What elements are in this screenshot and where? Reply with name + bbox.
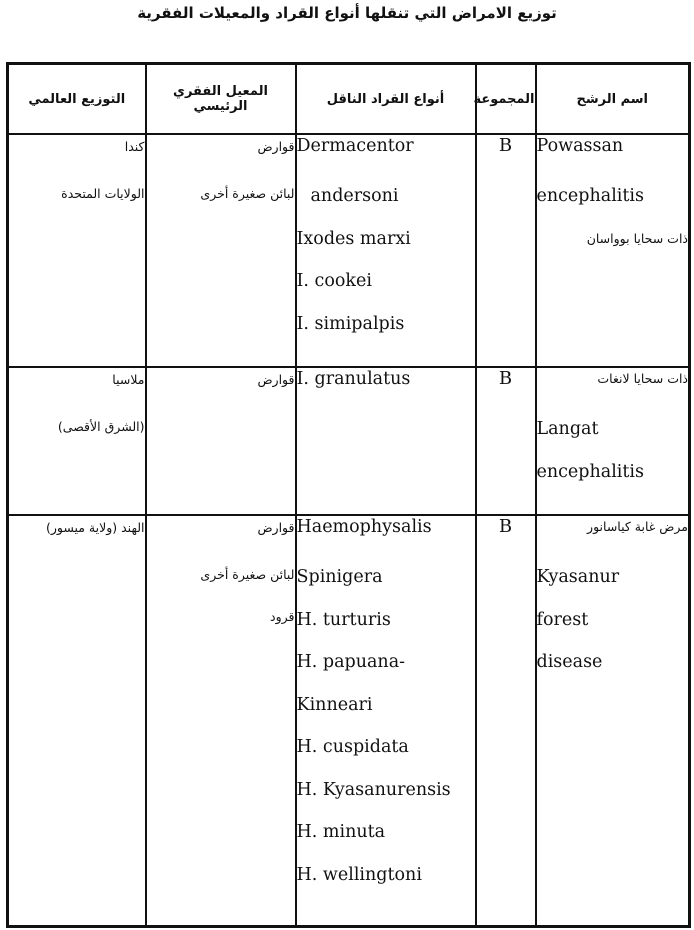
disease-name-arabic: ذات سحايا لانغات: [597, 371, 688, 386]
header-group: المجموعة: [476, 64, 536, 135]
tick-species-cell: [296, 134, 476, 367]
tick-species: H. papuana-: [296, 652, 406, 672]
header-tick-species: أنواع القراد الناقل: [296, 64, 476, 135]
tick-species-cell: [296, 367, 476, 515]
disease-name-latin: Langat: [536, 419, 599, 439]
distribution-item: كندا: [124, 139, 145, 154]
group-cell: B: [476, 134, 536, 367]
header-disease-name: اسم الرشح: [536, 64, 690, 135]
tick-species: Kinneari: [296, 694, 373, 715]
distribution-cell: [8, 134, 146, 367]
host-item: قرود: [270, 609, 295, 624]
host-item: قوارض: [257, 139, 295, 154]
disease-name-latin: disease: [536, 652, 603, 672]
host-item: قوارض: [257, 520, 295, 535]
vertebrate-host-cell: [146, 367, 296, 515]
tick-species: Ixodes marxi: [296, 228, 411, 249]
table-header-row: [8, 64, 690, 135]
vertebrate-host-cell: [146, 515, 296, 927]
distribution-item: الولايات المتحدة: [61, 186, 145, 201]
host-item: لبائن صغيرة أخرى: [200, 186, 295, 201]
tick-species: H. Kyasanurensis: [296, 779, 451, 800]
table-row: [8, 367, 690, 515]
disease-name-latin: forest: [536, 609, 589, 630]
disease-name-latin: Kyasanur: [536, 567, 620, 587]
disease-name-arabic: مرض غابة كياسانور: [587, 519, 688, 534]
distribution-cell: [8, 367, 146, 515]
vertebrate-host-cell: [146, 134, 296, 367]
tick-species: H. minuta: [296, 822, 386, 842]
tick-species: H. wellingtoni: [296, 864, 422, 885]
header-vertebrate-host: المعيل الفقري الرئيسي: [146, 64, 296, 135]
distribution-item: (الشرق الأقصى): [57, 419, 145, 434]
tick-species: Spinigera: [296, 567, 383, 587]
tick-diseases-table: [6, 62, 691, 928]
header-distribution: التوزيع العالمي: [8, 64, 146, 135]
distribution-cell: [8, 515, 146, 927]
tick-species: Dermacentor: [296, 136, 414, 156]
tick-species-cell: [296, 515, 476, 927]
table-row: [8, 515, 690, 927]
host-item: قوارض: [257, 372, 295, 387]
disease-name-cell: [536, 134, 690, 367]
tick-species: I. granulatus: [296, 369, 411, 389]
distribution-item: ملاسيا: [112, 372, 145, 387]
group-cell: B: [476, 515, 536, 927]
tick-species: H. cuspidata: [296, 737, 409, 757]
disease-name-latin: Powassan: [536, 136, 624, 156]
host-item: لبائن صغيرة أخرى: [200, 567, 295, 582]
distribution-item: الهند (ولاية ميسور): [45, 520, 145, 535]
disease-name-latin: encephalitis: [536, 186, 644, 206]
disease-name-cell: [536, 367, 690, 515]
tick-species: andersoni: [310, 186, 399, 206]
disease-name-cell: [536, 515, 690, 927]
tick-species: I. simipalpis: [296, 313, 405, 334]
tick-species: H. turturis: [296, 609, 391, 630]
table-row: [8, 134, 690, 367]
group-cell: B: [476, 367, 536, 515]
tick-species: Haemophysalis: [296, 517, 432, 537]
disease-name-arabic: ذات سحايا بوواسان: [586, 230, 688, 246]
tick-species: I. cookei: [296, 271, 372, 291]
disease-name-latin: encephalitis: [536, 461, 644, 482]
page-title: توزيع الامراض التي تنقلها أنواع القراد والمعيلات الفقرية: [137, 4, 557, 22]
